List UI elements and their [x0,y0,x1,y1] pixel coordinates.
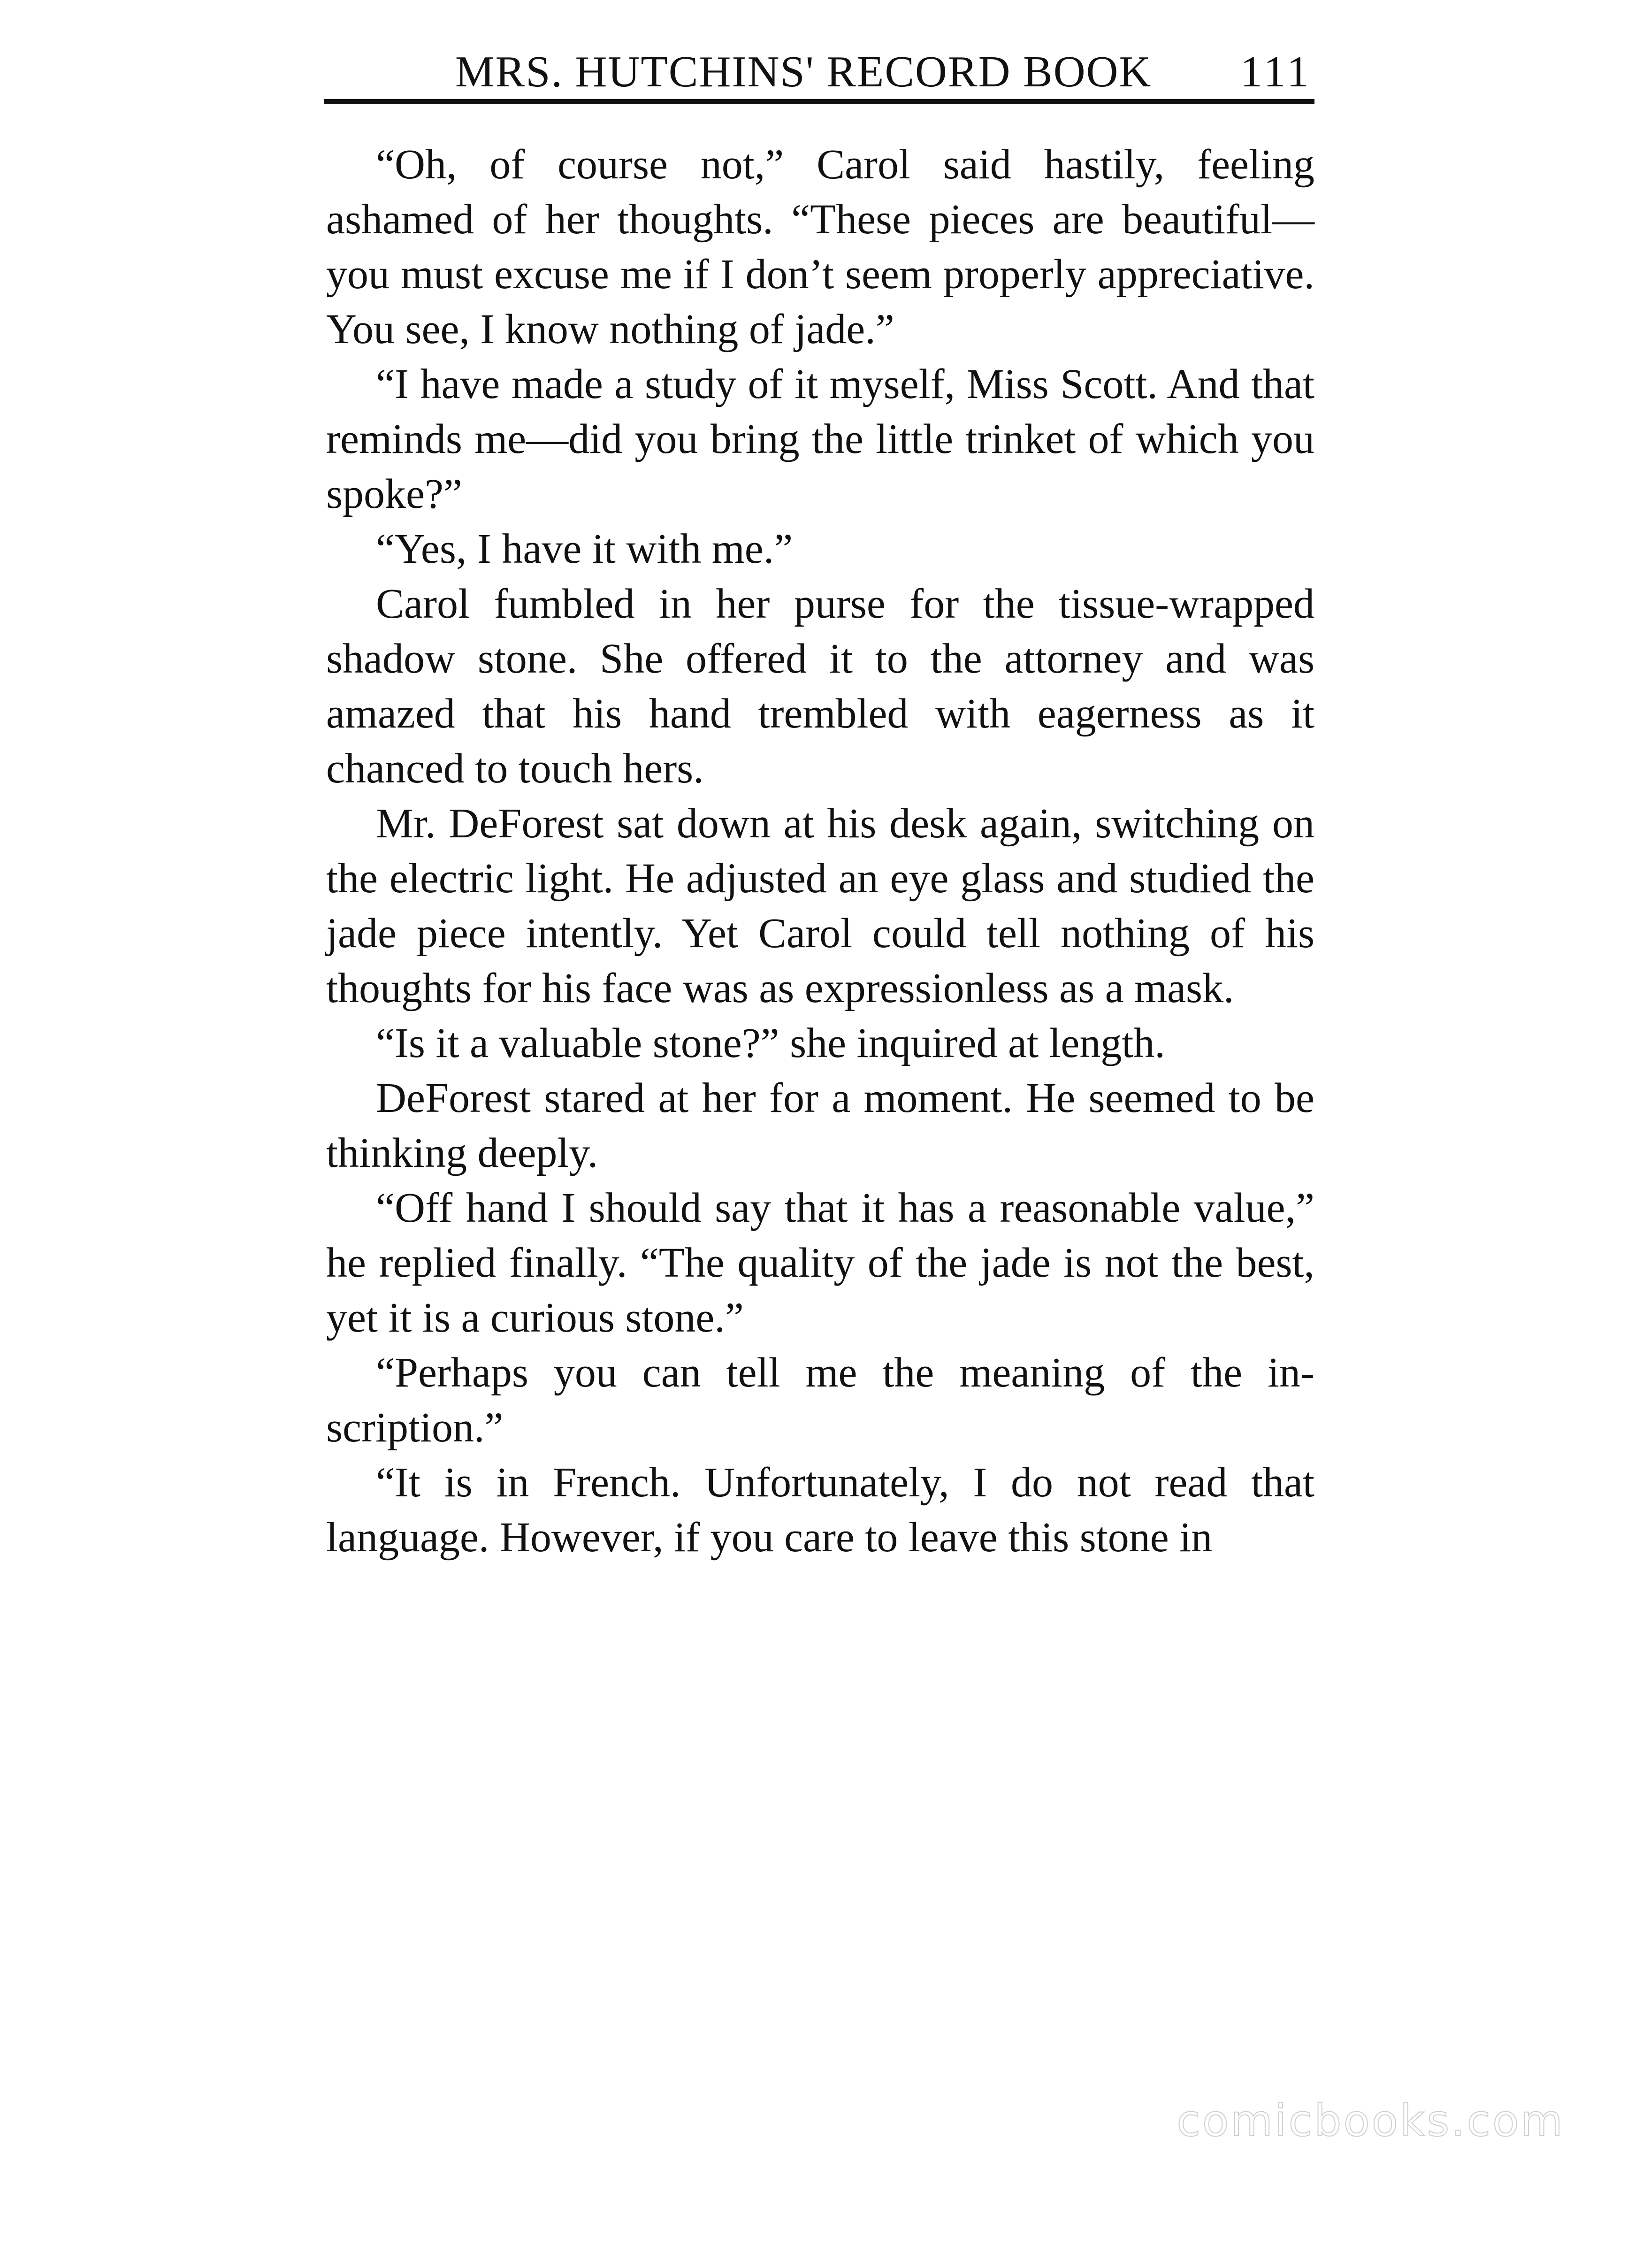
running-title: MRS. HUTCHINS' RECORD BOOK [455,47,1152,96]
paragraph: “I have made a study of it myself, Miss Scott. And that reminds me—did you bring the little trinket of which you spoke?” [326,361,1314,517]
paragraph: Carol fumbled in her purse for the tissue-wrapped shadow stone. She offered it to the attorney and was amazed that his hand trembled with eagerness as it chanced to touch hers. [326,581,1314,792]
watermark: comicbooks.com [1177,2096,1565,2146]
paragraph: “It is in French. Unfortunately, I do not read that language. However, if you care to leave this stone in [326,1459,1314,1561]
header-rule [324,99,1314,104]
paragraph: “Perhaps you can tell me the meaning of the inscription.” [326,1349,1314,1451]
paragraph: Mr. DeForest sat down at his desk again, switching on the electric light. He adjusted an eye glass and studied the jade piece intently. Yet Carol could tell nothing of his thoughts for his face was as expressionless as a mask. [326,800,1314,1011]
body-text [326,137,1314,1565]
paragraph: “Off hand I should say that it has a reasonable value,” he replied finally. “The quality of the jade is not the best, yet it is a curious stone.” [326,1185,1314,1341]
paragraph: “Oh, of course not,” Carol said hastily, feeling ashamed of her thoughts. “These pieces are beautiful—you must excuse me if I don’t seem properly appreciative. You see, I know nothing of jade.” [326,141,1314,352]
paragraph: “Is it a valuable stone?” she inquired at length. [376,1020,1165,1066]
page-number: 111 [1240,47,1312,96]
running-head [326,41,1312,102]
paragraph: DeForest stared at her for a moment. He seemed to be thinking deeply. [326,1075,1314,1176]
paragraph: “Yes, I have it with me.” [376,526,793,572]
